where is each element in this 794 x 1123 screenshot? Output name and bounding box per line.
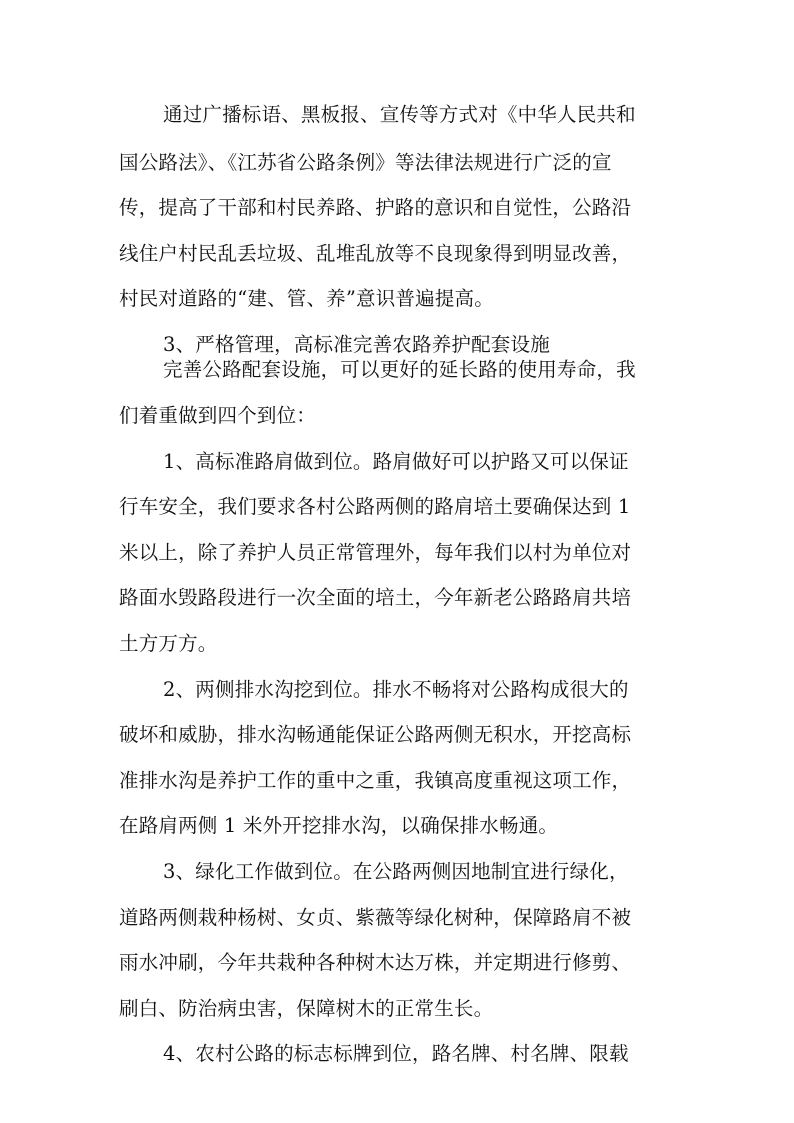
text-line: 路面水毁路段进行一次全面的培土，今年新老公路路肩共培	[119, 586, 632, 609]
text-line: 准排水沟是养护工作的重中之重，我镇高度重视这项工作，	[119, 769, 632, 792]
text-line: 4、农村公路的标志标牌到位，路名牌、村名牌、限载	[163, 1042, 629, 1065]
section-heading: 3、严格管理，高标准完善农路养护配套设施	[163, 333, 550, 356]
text-line: 线住户村民乱丢垃圾、乱堆乱放等不良现象得到明显改善，	[119, 242, 632, 265]
text-line: 2、两侧排水沟挖到位。排水不畅将对公路构成很大的	[163, 678, 629, 701]
text-line: 们着重做到四个到位：	[119, 404, 317, 427]
text-line: 在路肩两侧 1 米外开挖排水沟，以确保排水畅通。	[119, 814, 559, 837]
text-line: 雨水冲刷，今年共栽种各种树木达万株，并定期进行修剪、	[119, 951, 632, 974]
text-line: 传，提高了干部和村民养路、护路的意识和自觉性，公路沿	[119, 196, 632, 219]
text-line: 国公路法》、《江苏省公路条例》等法律法规进行广泛的宣	[119, 151, 612, 174]
text-line: 道路两侧栽种杨树、女贞、紫薇等绿化树种，保障路肩不被	[119, 906, 632, 929]
text-line: 3、绿化工作做到位。在公路两侧因地制宜进行绿化，	[163, 860, 629, 883]
text-line: 土方万方。	[119, 632, 218, 655]
text-line: 破坏和威胁，排水沟畅通能保证公路两侧无积水，开挖高标	[119, 723, 632, 746]
text-line: 行车安全，我们要求各村公路两侧的路肩培土要确保达到 1	[119, 495, 631, 518]
text-line: 村民对道路的“建、管、养”意识普遍提高。	[119, 287, 494, 310]
text-line: 1、高标准路肩做到位。路肩做好可以护路又可以保证	[163, 450, 629, 473]
text-line: 米以上，除了养护人员正常管理外，每年我们以村为单位对	[119, 541, 632, 564]
text-line: 通过广播标语、黑板报、宣传等方式对《中华人民共和	[163, 103, 636, 126]
text-line: 刷白、防治病虫害，保障树木的正常生长。	[119, 997, 494, 1020]
text-line: 完善公路配套设施，可以更好的延长路的使用寿命，我	[163, 358, 636, 381]
